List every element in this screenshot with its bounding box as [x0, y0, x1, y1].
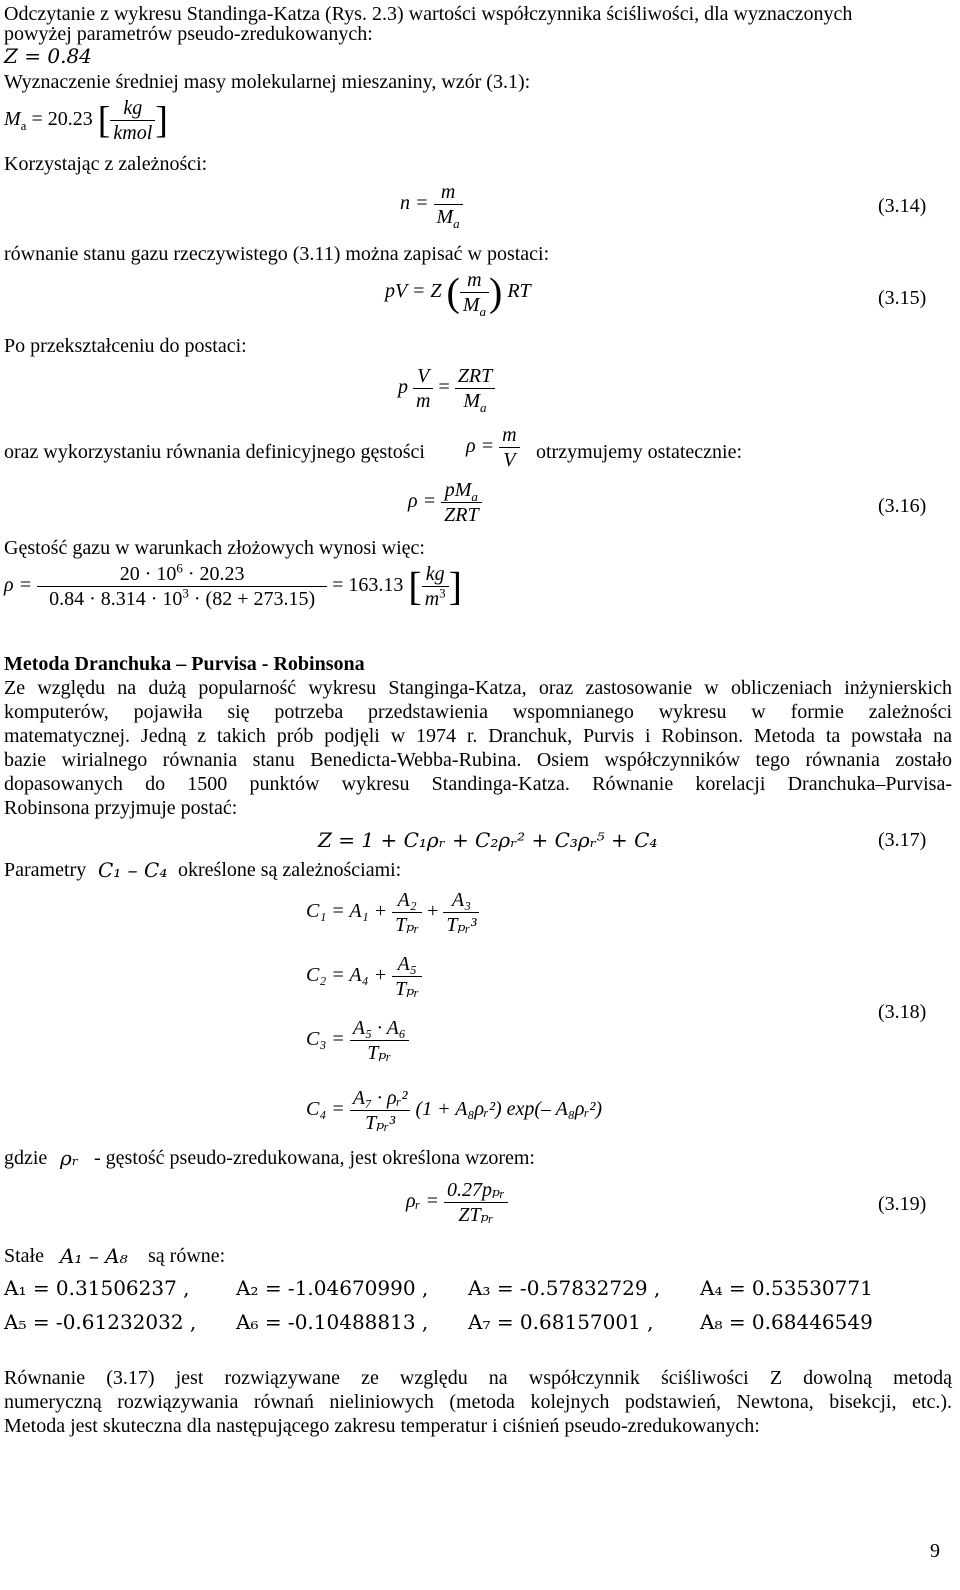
equation-3-18-c4: C₄ = $\frac{\text{A₇ · ρᵣ²}}{\text{Tₚᵣ³}}$ (1 + A₈ρᵣ²) exp(– A₈ρᵣ²) [306, 1087, 603, 1134]
constant-a7: A₇ = 0.68157001 , [468, 1310, 654, 1334]
paragraph-line: dopasowanych do 1500 punktów wykresu Standinga-Katza. Równanie korelacji Dranchuka–Purvisa- [4, 773, 952, 795]
equation-3-19-label: (3.19) [878, 1193, 927, 1215]
equation-3-17-label: (3.17) [878, 829, 927, 851]
equation-3-14-label: (3.14) [878, 195, 927, 217]
equation-3-18-c1: C₁ = A₁ + $\frac{\text{A₂}}{\text{Tₚᵣ}}$ + $\frac{\text{A₃}}{\text{Tₚᵣ³}}$ [306, 888, 479, 937]
equation-3-17: Z = 1 + C₁ρᵣ + C₂ρᵣ² + C₃ρᵣ⁵ + C₄ [318, 828, 658, 852]
equation-3-18-label: (3.18) [878, 1001, 927, 1023]
equation-3-14: n = $\frac{m}{M_a}$ [400, 180, 463, 229]
page-number: 9 [930, 1540, 940, 1562]
density-calculation: ρ = $\frac{20 \cdot 10^6 \cdot 20.23}{0.84 \cdot 8.314 \cdot 10^3 \cdot (82 + 273.15)}$ = 163.13 [ $\frac{kg}{m^3}$ ] [4, 560, 462, 610]
section-title: Metoda Dranchuka – Purvisa - Robinsona [4, 653, 365, 675]
text-params-range: C₁ – C₄ [98, 858, 168, 882]
constant-a1: A₁ = 0.31506237 , [4, 1276, 190, 1300]
intro-line-4: Korzystając z zależności: [4, 153, 208, 175]
intro-line-2: powyżej parametrów pseudo-zredukowanych: [4, 23, 373, 45]
text-constants-range: A₁ – A₈ [60, 1244, 128, 1268]
text-params-before: Parametry [4, 859, 87, 881]
text-eos: równanie stanu gazu rzeczywistego (3.11) można zapisać w postaci: [4, 243, 550, 265]
equation-3-15-label: (3.15) [878, 287, 927, 309]
equation-3-19: ρᵣ = $\frac{\text{0.27pₚᵣ}}{\text{ZTₚᵣ}}$ [406, 1178, 508, 1227]
text-deposit: Gęstość gazu w warunkach złożowych wynosi więc: [4, 537, 425, 559]
constant-a5: A₅ = -0.61232032 , [4, 1310, 197, 1334]
equation-3-18-c3: C₃ = $\frac{\text{A₅ · A₆}}{\text{Tₚᵣ}}$ [306, 1016, 409, 1065]
constant-a2: A₂ = -1.04670990 , [236, 1276, 429, 1300]
constant-a6: A₆ = -0.10488813 , [236, 1310, 429, 1334]
intro-line-3: Wyznaczenie średniej masy molekularnej mieszaniny, wzór (3.1): [4, 71, 531, 93]
text-gdzie-after: - gęstość pseudo-zredukowana, jest określona wzorem: [94, 1147, 535, 1169]
text-constants-before: Stałe [4, 1245, 44, 1267]
paragraph-line: Równanie (3.17) jest rozwiązywane ze względu na współczynnik ściśliwości Z dowolną metodą [4, 1367, 952, 1389]
paragraph-line: komputerów, pojawiła się potrzeba przedstawienia wspomnianego wykresu w formie zależności [4, 701, 952, 723]
equation-3-16-label: (3.16) [878, 495, 927, 517]
intro-line-1: Odczytanie z wykresu Standinga-Katza (Rys. 2.3) wartości współczynnika ściśliwości, dla wyznaczonych [4, 3, 853, 25]
density-definition: ρ = $\frac{m}{V}$ [466, 423, 520, 472]
text-transform: Po przekształceniu do postaci: [4, 335, 247, 357]
paragraph-line: Robinsona przyjmuje postać: [4, 797, 238, 819]
paragraph-line: bazie wirialnego równania stanu Benedicta-Webba-Rubina. Osiem współczynników tego równania zostało [4, 749, 952, 771]
closing-paragraph [4, 1366, 952, 1438]
text-gdzie-before: gdzie [4, 1147, 48, 1169]
equation-3-18-c2: C₂ = A₄ + $\frac{\text{A₅}}{\text{Tₚᵣ}}$ [306, 952, 422, 1001]
paragraph-line: Metoda jest skuteczna dla następującego zakresu temperatur i ciśnień pseudo-zredukowanych: [4, 1415, 760, 1437]
text-constants-after: są równe: [148, 1245, 226, 1267]
text-density-before: oraz wykorzystaniu równania definicyjnego gęstości [4, 441, 425, 463]
paragraph-line: numeryczną rozwiązywania równań nieliniowych (metoda kolejnych podstawień, Newtona, bisekcji, etc.). [4, 1391, 952, 1413]
equation-transformed: p $\frac{V}{m}$ = $\frac{\text{ZRT}}{M_a}$ [398, 364, 495, 413]
paragraph-line: matematycznej. Jedną z takich prób podjęli w 1974 r. Dranchuk, Purvis i Robinson. Metoda ta powstała na [4, 725, 952, 747]
equation-3-15: pV = Z ( $\frac{m}{M_a}$ ) RT [385, 269, 531, 319]
text-density-after: otrzymujemy ostatecznie: [536, 441, 743, 463]
section-paragraph [4, 676, 952, 820]
constant-a8: A₈ = 0.68446549 [700, 1310, 873, 1334]
text-params-after: określone są zależnościami: [178, 859, 402, 881]
equation-3-16: ρ = $\frac{pM_a}{\text{ZRT}}$ [408, 478, 482, 527]
z-value: Z = 0.84 [4, 44, 92, 68]
text-gdzie-symbol: ρᵣ [60, 1146, 79, 1170]
paragraph-line: Ze względu na dużą popularność wykresu Stanginga-Katza, oraz zastosowanie w obliczeniach inżynierskich [4, 677, 952, 699]
molar-mass-equation: $M_a = 20.23$ [ $\frac{kg}{\text{kmol}}$ ] [4, 97, 168, 144]
constant-a3: A₃ = -0.57832729 , [468, 1276, 661, 1300]
constant-a4: A₄ = 0.53530771 [700, 1276, 873, 1300]
